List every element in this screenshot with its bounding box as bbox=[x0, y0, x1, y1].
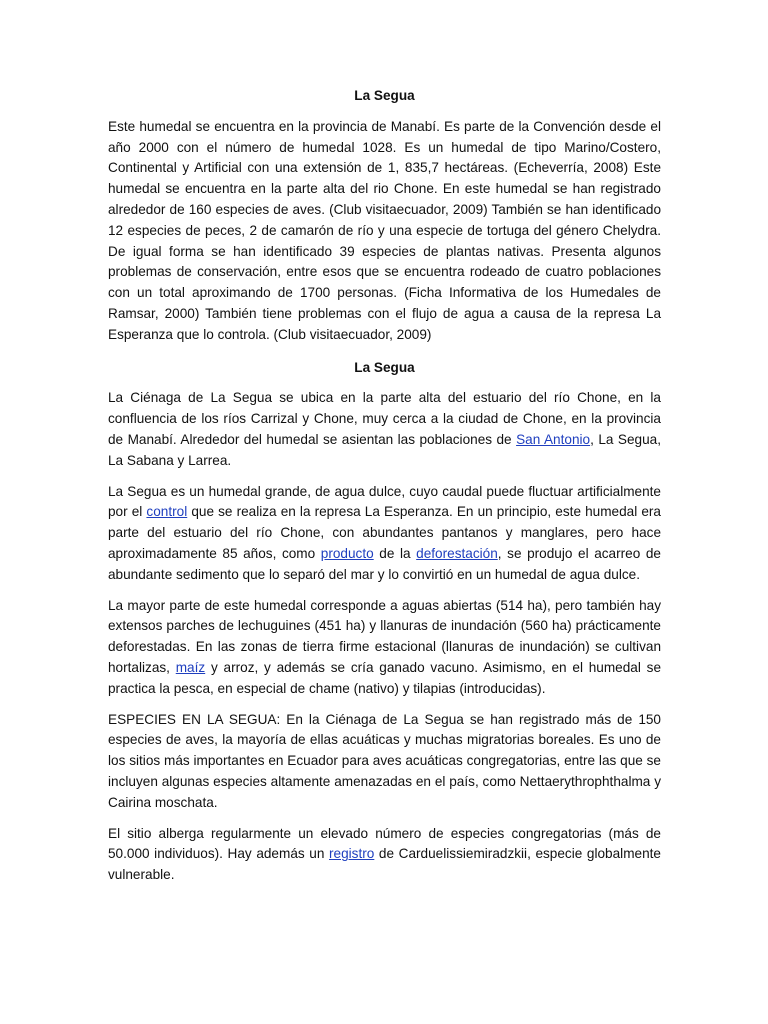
link-control[interactable]: control bbox=[146, 504, 188, 520]
paragraph-6-text-2: de Carduelissiemiradzkii, especie globalmente vulnerable. bbox=[108, 846, 661, 883]
paragraph-4-text-1: La mayor parte de este humedal corresponde a aguas abiertas (514 ha), pero también hay extensos parches de lechuguines (451 ha) y llanuras de inundación (560 ha) prácticamente deforestadas. En las zonas de tierra firme estacional (llanuras de inundación) se cultivan hortalizas, bbox=[108, 597, 661, 675]
link-producto[interactable]: producto bbox=[320, 545, 374, 561]
paragraph-6-text-1: El sitio alberga regularmente un elevado número de especies congregatorias (más de 50.000 individuos). Hay además un bbox=[108, 825, 661, 862]
paragraph-3-text-3: de la bbox=[373, 545, 417, 561]
paragraph-1: Este humedal se encuentra en la provincia de Manabí. Es parte de la Convención desde el año 2000 con el número de humedal 1028. Es un humedal de tipo Marino/Costero, Continental y Artificial con una extensión de 1, 835,7 hectáreas. (Echeverría, 2008) Este humedal se encuentra en la parte alta del rio Chone. En este humedal se han registrado alrededor de 160 especies de aves. (Club visitaecuador, 2009) También se han identificado 12 especies de peces, 2 de camarón de río y una especie de tortuga del género Chelydra. De igual forma se han identificado 39 especies de plantas nativas. Presenta algunos problemas de conservación, entre esos que se encuentra rodeado de cuatro poblaciones con un total aproximando de 1700 personas. (Ficha Informativa de los Humedales de Ramsar, 2000) También tiene problemas con el flujo de agua a causa de la represa La Esperanza que lo controla. (Club visitaecuador, 2009) bbox=[108, 118, 661, 342]
paragraph-3-text-1: La Segua es un humedal grande, de agua dulce, cuyo caudal puede fluctuar artificialmente por el bbox=[108, 483, 661, 520]
link-registro[interactable]: registro bbox=[329, 846, 375, 862]
paragraph-4 bbox=[108, 596, 661, 700]
link-san-antonio[interactable]: San Antonio bbox=[516, 431, 591, 447]
paragraph-2-text-1: La Ciénaga de La Segua se ubica en la parte alta del estuario del río Chone, en la confluencia de los ríos Carrizal y Chone, muy cerca a la ciudad de Chone, en la provincia de Manabí. Alrededor del humedal se asientan las poblaciones de bbox=[108, 390, 661, 447]
paragraph-2 bbox=[108, 388, 661, 471]
paragraph-2-text-2: , La Segua, La Sabana y Larrea. bbox=[108, 431, 661, 468]
link-deforestacion[interactable]: deforestación bbox=[416, 545, 498, 561]
link-maiz[interactable]: maíz bbox=[175, 659, 206, 675]
paragraph-6 bbox=[108, 824, 661, 886]
paragraph-4-text-2: y arroz, y además se cría ganado vacuno. Asimismo, en el humedal se practica la pesca, en especial de chame (nativo) y tilapias (introducidas). bbox=[108, 659, 662, 696]
paragraph-3-text-4: , se produjo el acarreo de abundante sedimento que lo separó del mar y lo convirtió en un humedal de agua dulce. bbox=[108, 545, 661, 582]
paragraph-3-text-2: que se realiza en la represa La Esperanza. En un principio, este humedal era parte del estuario del río Chone, con abundantes pantanos y manglares, pero hace aproximadamente 85 años, como bbox=[108, 504, 661, 561]
heading-la-segua-1: La Segua bbox=[354, 88, 415, 103]
document-page bbox=[108, 86, 661, 896]
paragraph-5: ESPECIES EN LA SEGUA: En la Ciénaga de La Segua se han registrado más de 150 especies de aves, la mayoría de ellas acuáticas y muchas migratorias boreales. Es uno de los sitios más importantes en Ecuador para aves acuáticas congregatorias, entre las que se incluyen algunas especies altamente amenazadas en el país, como Nettaerythrophthalma y Cairina moschata. bbox=[108, 711, 661, 810]
heading-la-segua-2: La Segua bbox=[354, 359, 415, 375]
paragraph-3 bbox=[108, 482, 661, 586]
